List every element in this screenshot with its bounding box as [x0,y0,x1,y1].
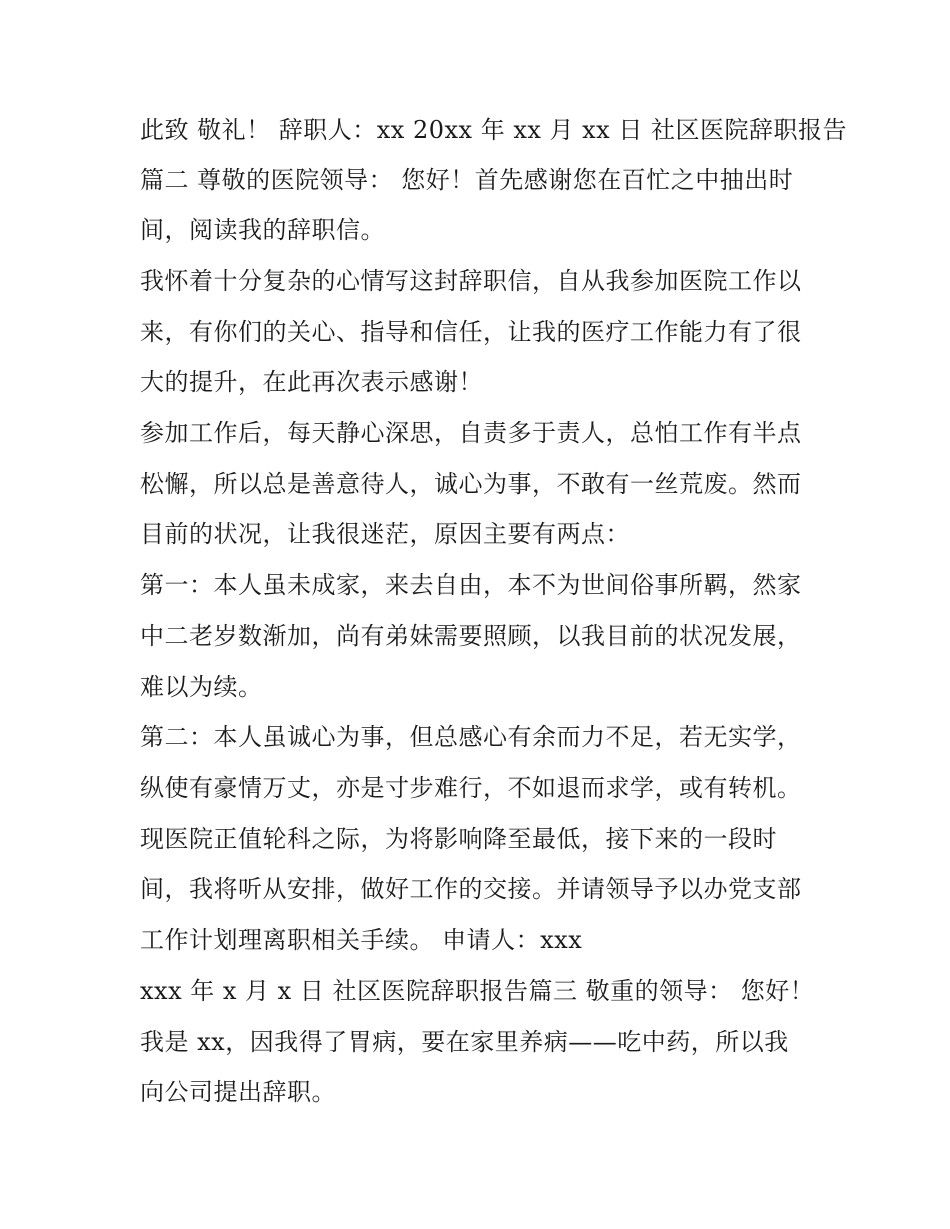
text-line: 目前的状况，让我很迷茫，原因主要有两点： [140,520,630,548]
text-line: 间，我将听从安排，做好工作的交接。并请领导予以办党支部 [140,875,802,903]
text-line: 向公司提出辞职。 [140,1078,336,1106]
text-line: 纵使有豪情万丈，亦是寸步难行，不如退而求学，或有转机。 [140,774,802,802]
text-line: 参加工作后，每天静心深思，自责多于责人，总怕工作有半点 [140,419,802,447]
text-line: 来，有你们的关心、指导和信任，让我的医疗工作能力有了很 [140,318,802,346]
text-line: 第二：本人虽诚心为事，但总感心有余而力不足，若无实学， [140,723,802,751]
text-line: 此致 敬礼！ 辞职人：xx 20xx 年 xx 月 xx 日 社区医院辞职报告 [140,116,847,144]
text-line: 第一：本人虽未成家，来去自由，本不为世间俗事所羁，然家 [140,571,802,599]
text-line: 现医院正值轮科之际，为将影响降至最低，接下来的一段时 [140,825,777,853]
text-line: 中二老岁数渐加，尚有弟妹需要照顾，以我目前的状况发展， [140,622,802,650]
text-line: 工作计划理离职相关手续。 申请人：xxx [140,926,583,954]
text-line: 我怀着十分复杂的心情写这封辞职信，自从我参加医院工作以 [140,267,802,295]
text-line: xxx 年 x 月 x 日 社区医院辞职报告篇三 敬重的领导： 您好！ [140,977,815,1005]
text-line: 大的提升，在此再次表示感谢！ [140,368,483,396]
text-line: 篇二 尊敬的医院领导： 您好！首先感谢您在百忙之中抽出时 [140,166,794,194]
text-line: 我是 xx，因我得了胃病，要在家里养病——吃中药，所以我 [140,1028,789,1056]
text-line: 难以为续。 [140,673,263,701]
text-line: 松懈，所以总是善意待人，诚心为事，不敢有一丝荒废。然而 [140,470,802,498]
text-line: 间，阅读我的辞职信。 [140,216,385,244]
